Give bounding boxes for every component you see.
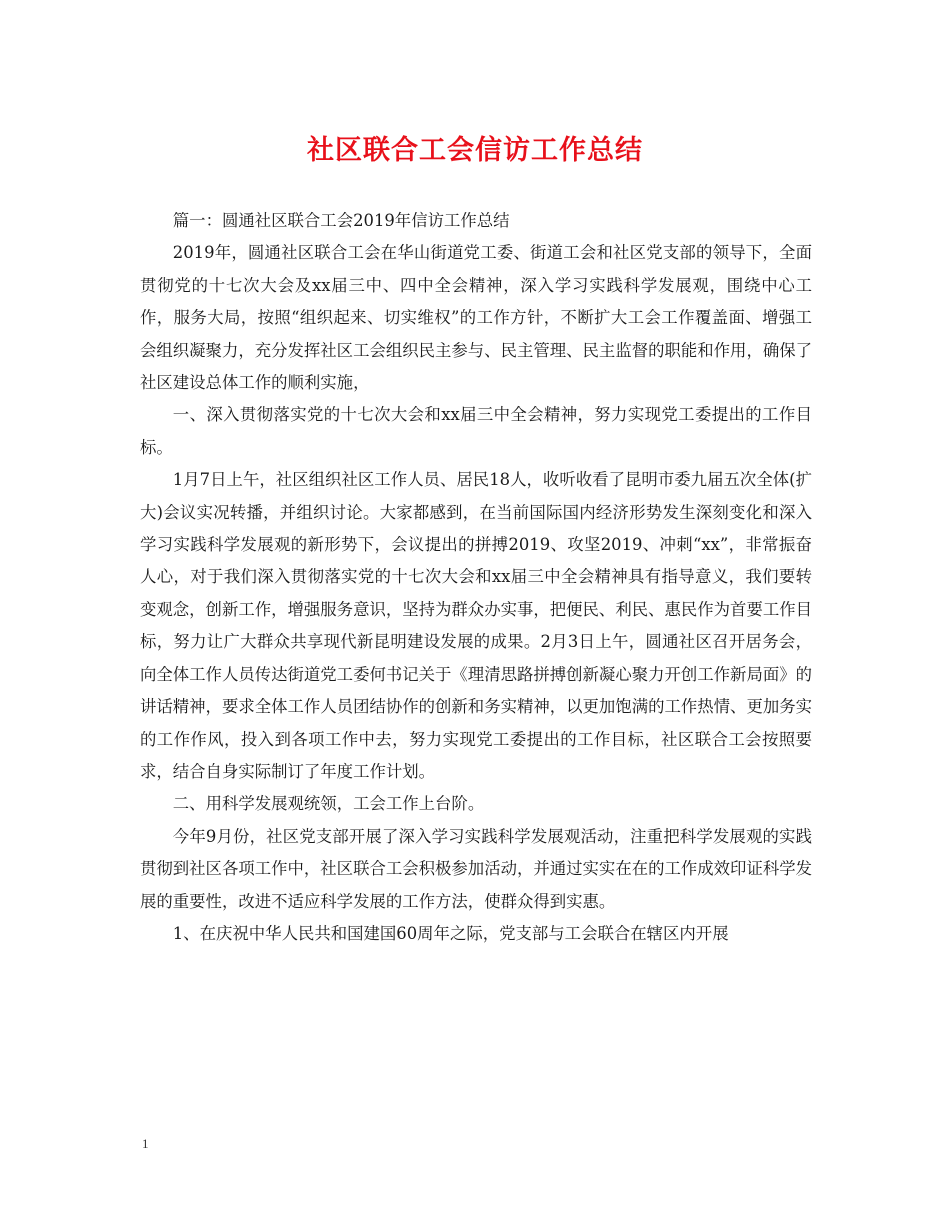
paragraph: 2019年，圆通社区联合工会在华山街道党工委、街道工会和社区党支部的领导下，全面贯彻党的十七次大会及xx届三中、四中全会精神，深入学习实践科学发展观，围绕中心工作，服务大局，按照“组织起来、切实维权”的工作方针，不断扩大工会工作覆盖面、增强工会组织凝聚力，充分发挥社区工会组织民主参与、民主管理、民主监督的职能和作用，确保了社区建设总体工作的顺利实施， <box>140 243 813 393</box>
document-body <box>140 205 812 950</box>
paragraph: 一、深入贯彻落实党的十七次大会和xx届三中全会精神，努力实现党工委提出的工作目标。 <box>140 405 812 457</box>
document-title: 社区联合工会信访工作总结 <box>307 135 643 166</box>
paragraph: 二、用科学发展观统领，工会工作上台阶。 <box>172 794 485 814</box>
paragraph: 今年9月份，社区党支部开展了深入学习实践科学发展观活动，注重把科学发展观的实践贯彻到社区各项工作中，社区联合工会积极参加活动，并通过实实在在的工作成效印证科学发展的重要性，改进不适应科学发展的工作方法，使群众得到实惠。 <box>140 826 813 911</box>
page-number: 1 <box>142 1136 149 1151</box>
paragraph: 1、在庆祝中华人民共和国建国60周年之际，党支部与工会联合在辖区内开展 <box>172 923 729 943</box>
paragraph: 篇一：圆通社区联合工会2019年信访工作总结 <box>172 211 510 230</box>
paragraph: 1月7日上午，社区组织社区工作人员、居民18人，收听收看了昆明市委九届五次全体(扩大)会议实况转播，并组织讨论。大家都感到，在当前国际国内经济形势发生深刻变化和深入学习实践科学发展观的新形势下，会议提出的拼搏2019、攻坚2019、冲刺“xx”，非常振奋人心，对于我们深入贯彻落实党的十七次大会和xx届三中全会精神具有指导意义，我们要转变观念，创新工作，增强服务意识，坚持为群众办实事，把便民、利民、惠民作为首要工作目标，努力让广大群众共享现代新昆明建设发展的成果。2月3日上午，圆通社区召开居务会，向全体工作人员传达街道党工委何书记关于《理清思路拼搏创新凝心聚力开创工作新局面》的讲话精神，要求全体工作人员团结协作的创新和务实精神，以更加饱满的工作热情、更加务实的工作作风，投入到各项工作中去，努力实现党工委提出的工作目标，社区联合工会按照要求，结合自身实际制订了年度工作计划。 <box>140 470 813 781</box>
